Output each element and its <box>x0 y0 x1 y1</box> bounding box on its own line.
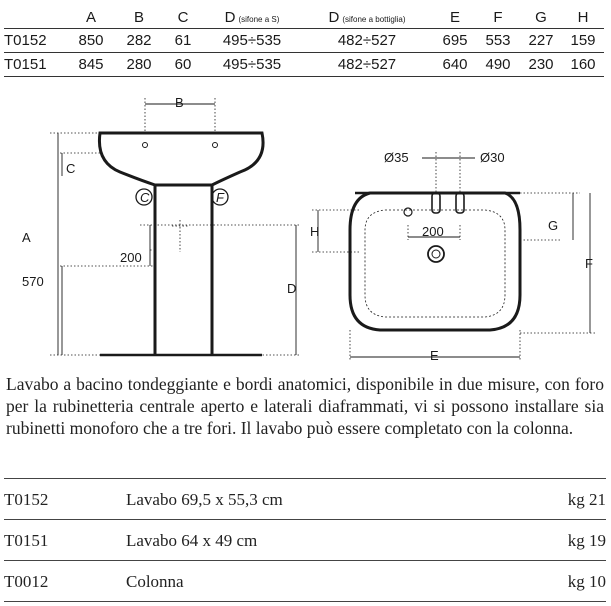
header-cell-d-s: D (sifone a S) <box>224 8 280 26</box>
cell-d-bottle: 482÷527 <box>337 32 397 49</box>
label-d: D <box>287 281 297 296</box>
product-name: Lavabo 64 x 49 cm <box>126 531 258 550</box>
header-cell-b: B <box>133 8 144 26</box>
cell-h: 159 <box>570 32 596 49</box>
header-cell-f: F <box>493 8 503 26</box>
header-cell-h: H <box>577 8 589 26</box>
dimension-header-row <box>4 6 604 29</box>
product-code: T0152 <box>4 490 49 509</box>
cell-c: 60 <box>174 56 192 73</box>
basin-outline <box>99 133 263 185</box>
product-name: Colonna <box>126 572 184 591</box>
circle-c-label: C <box>140 190 150 205</box>
product-code: T0151 <box>4 531 49 550</box>
label-e: E <box>430 348 439 363</box>
cell-b: 280 <box>126 56 152 73</box>
header-cell <box>4 6 66 29</box>
label-a: A <box>22 230 31 245</box>
cell-f: 553 <box>485 32 511 49</box>
pedestal-outline <box>155 185 212 355</box>
cell-e: 640 <box>442 56 468 73</box>
dimension-row <box>4 53 604 77</box>
side-view <box>50 98 300 355</box>
dimension-lines <box>318 158 590 357</box>
row-code: T0152 <box>4 32 47 49</box>
label-f: F <box>585 256 593 271</box>
technical-drawing <box>0 90 611 370</box>
product-name: Lavabo 69,5 x 55,3 cm <box>126 490 283 509</box>
cell-g: 230 <box>528 56 554 73</box>
circle-f-label: F <box>216 190 224 205</box>
dim-200: 200 <box>120 250 142 265</box>
header-cell-d-bottle: D (sifone a bottiglia) <box>328 8 406 26</box>
label-h: H <box>310 224 320 239</box>
row-code: T0151 <box>4 56 47 73</box>
header-cell-g: G <box>535 8 547 26</box>
dim-30: Ø30 <box>480 150 505 165</box>
header-cell-c: C <box>177 8 189 26</box>
cell-b: 282 <box>126 32 152 49</box>
top-view <box>312 152 595 360</box>
product-description: Lavabo a bacino tondeggiante e bordi anatomici, disponibile in due misure, con foro per la rubinetteria centrale aperto e laterali diaframmati, vi si possono installare sia rubinetti monoforo che a tre fori. Il lavabo può essere completato con la colonna. <box>6 374 604 438</box>
header-cell-e: E <box>449 8 460 26</box>
cell-e: 695 <box>442 32 468 49</box>
product-weight: kg 10 <box>567 572 606 591</box>
dim-35: Ø35 <box>384 150 409 165</box>
cell-h: 160 <box>570 56 596 73</box>
dimension-row <box>4 29 604 53</box>
product-weight: kg 21 <box>567 490 606 509</box>
label-b: B <box>175 95 184 110</box>
cell-d-s: 495÷535 <box>222 56 282 73</box>
cell-a: 850 <box>78 32 104 49</box>
dim-570: 570 <box>22 274 44 289</box>
dimension-table <box>4 6 604 77</box>
tap-hole-left <box>404 208 412 216</box>
product-weight: kg 19 <box>567 531 606 550</box>
product-code: T0012 <box>4 572 49 591</box>
cell-d-bottle: 482÷527 <box>337 56 397 73</box>
product-row <box>4 519 606 560</box>
dimension-lines <box>58 104 296 355</box>
header-cell-a: A <box>85 8 96 26</box>
drain <box>428 246 444 262</box>
label-g: G <box>548 218 559 233</box>
cell-g: 227 <box>528 32 554 49</box>
cell-f: 490 <box>485 56 511 73</box>
label-c: C <box>66 161 76 176</box>
cell-d-s: 495÷535 <box>222 32 282 49</box>
cell-a: 845 <box>78 56 104 73</box>
product-row <box>4 478 606 519</box>
dim-200-top: 200 <box>422 224 444 239</box>
side-view-labels <box>22 95 296 296</box>
product-row <box>4 560 606 602</box>
product-list <box>4 478 606 602</box>
cell-c: 61 <box>174 32 192 49</box>
